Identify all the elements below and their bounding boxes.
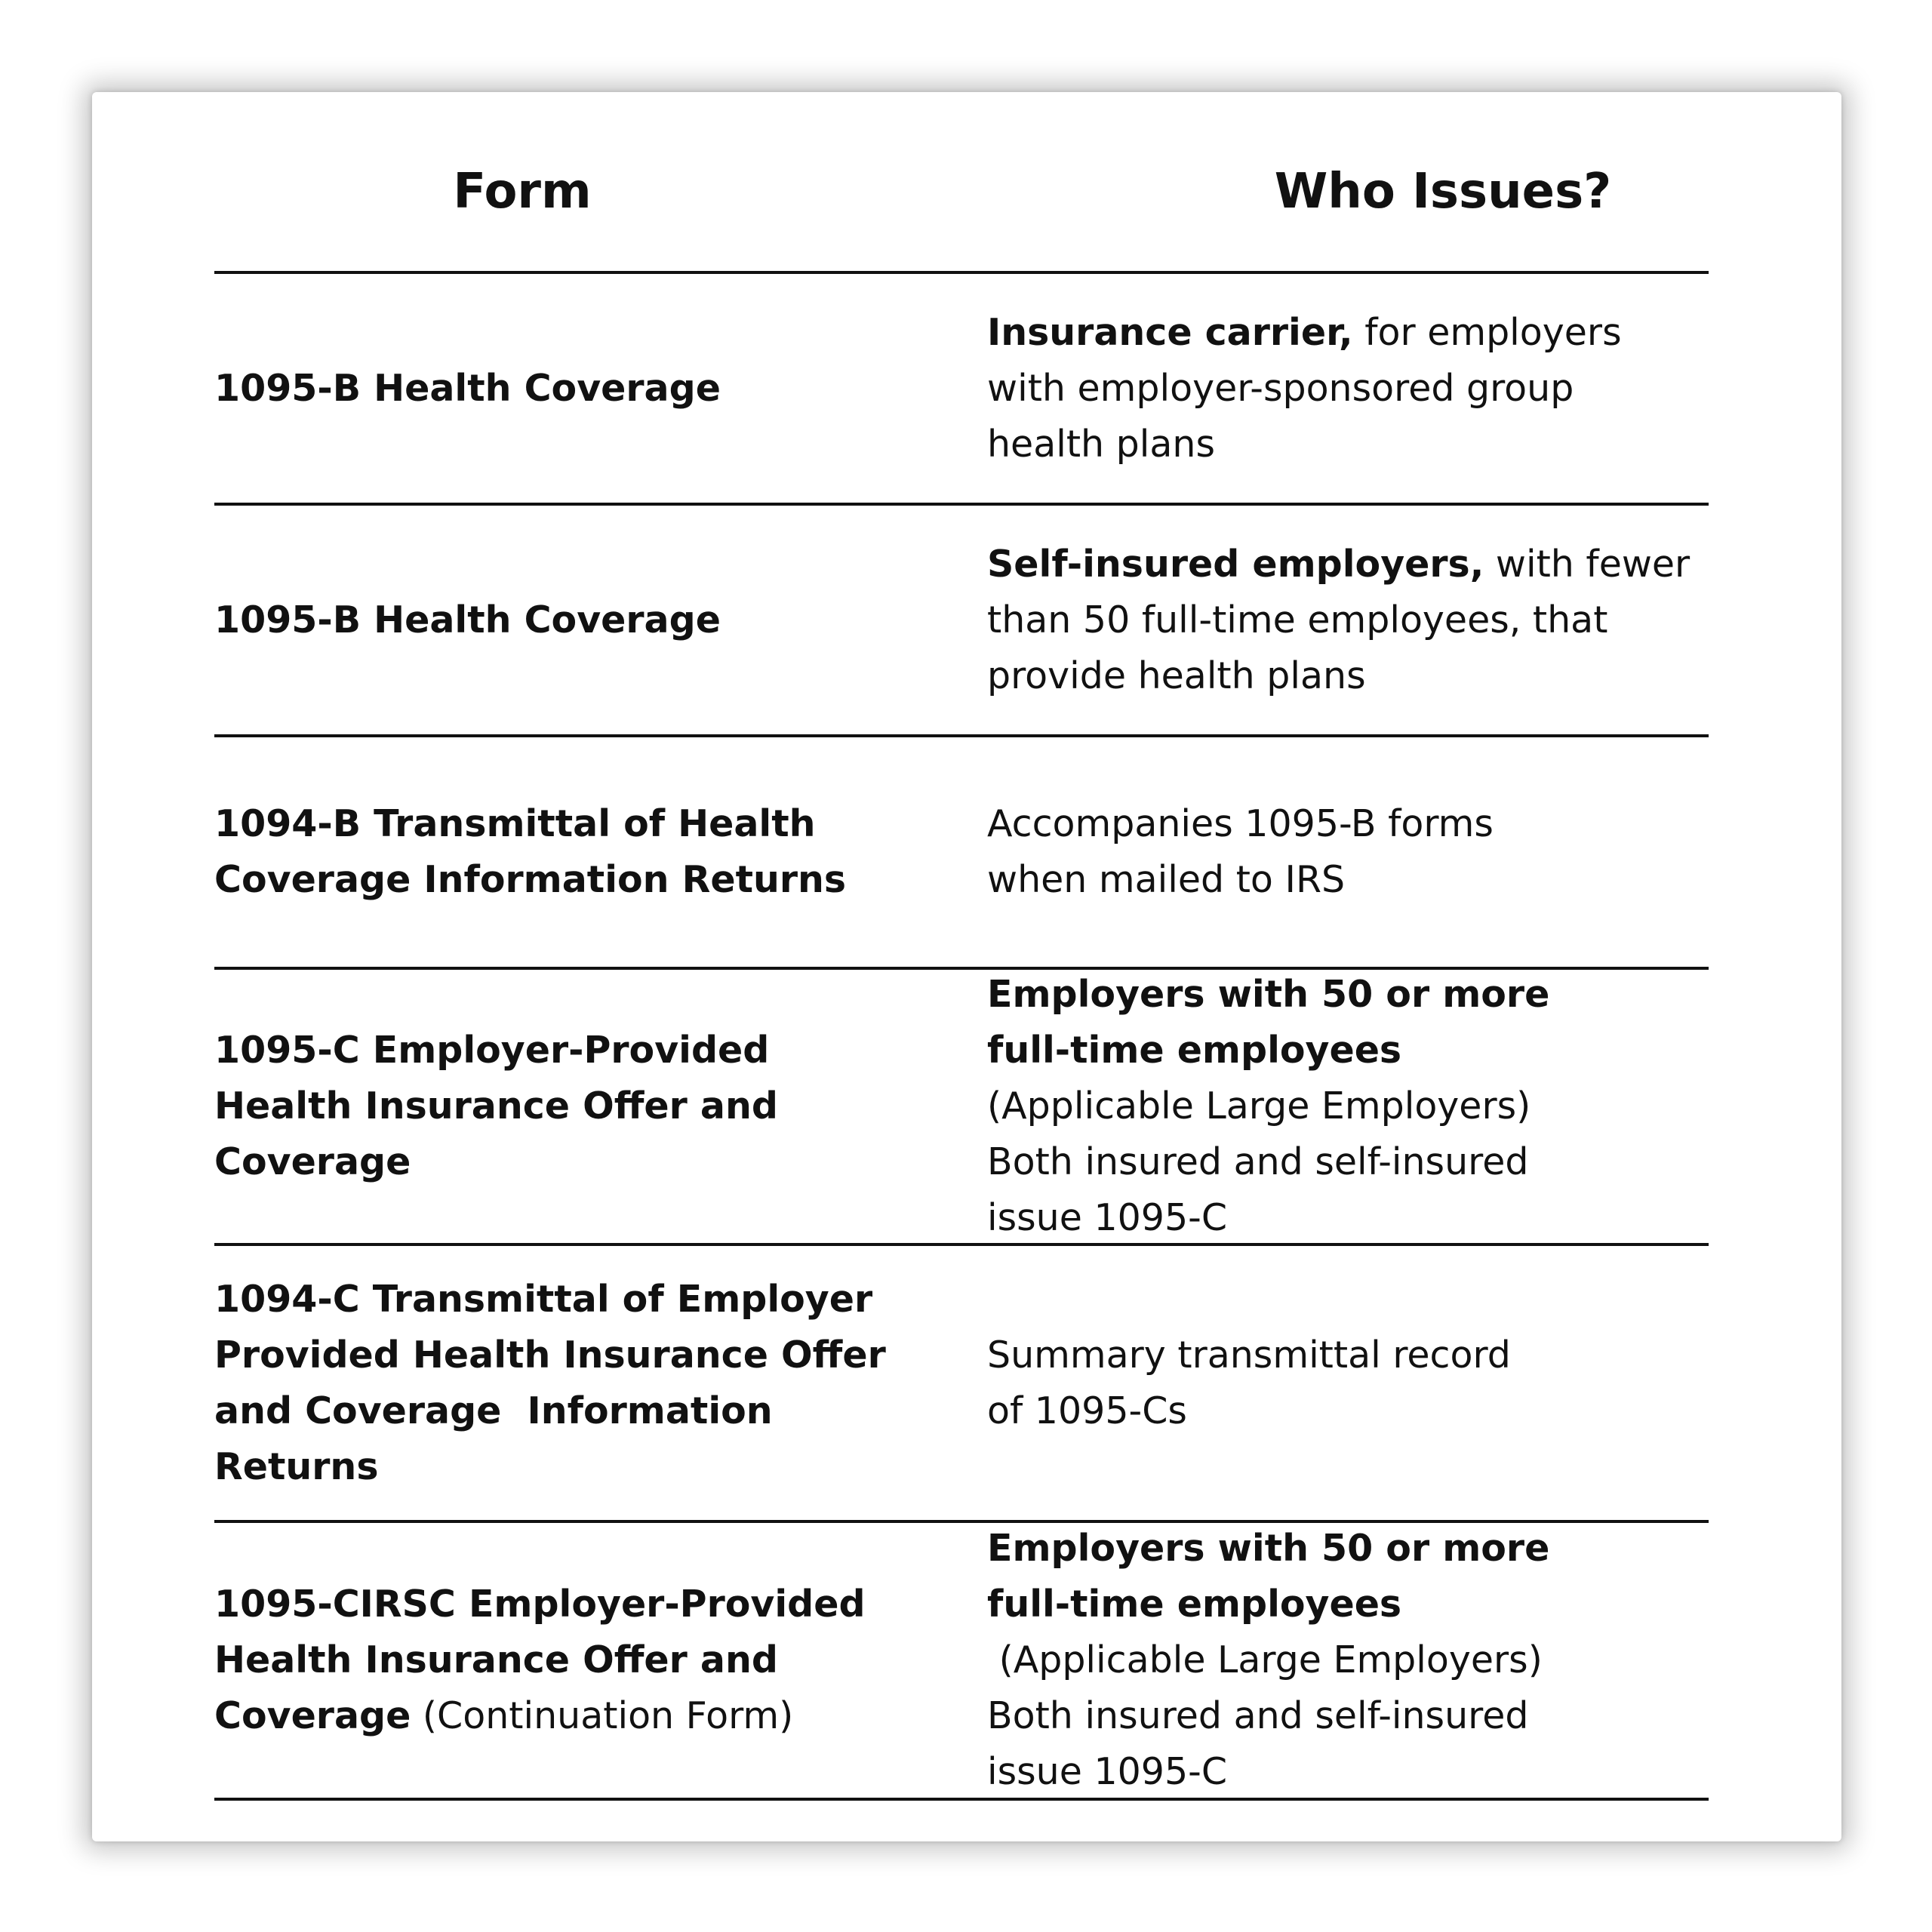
form-name: 1095-B Health Coverage	[214, 366, 721, 410]
form-name: Coverage	[214, 1140, 411, 1183]
issuer-name: Employers with 50 or more	[987, 1527, 1550, 1570]
issuer-name: full-time employees	[987, 1029, 1402, 1072]
form-name: Provided Health Insurance Offer	[214, 1333, 886, 1377]
table-row	[214, 506, 1709, 734]
issuer-detail: with employer-sponsored group	[987, 366, 1574, 410]
issuer-detail: with fewer	[1484, 542, 1690, 586]
issuer-detail: (Applicable Large Employers)	[987, 1084, 1531, 1128]
issuer-name: Employers with 50 or more	[987, 973, 1550, 1016]
who-issues-cell	[987, 737, 1712, 967]
form-name: Returns	[214, 1444, 379, 1488]
issuer-detail: Both insured and self-insured	[987, 1694, 1529, 1737]
issuer-detail: issue 1095-C	[987, 1750, 1228, 1793]
table-row	[214, 274, 1709, 503]
issuer-detail: than 50 full-time employees, that	[987, 598, 1608, 641]
form-cell	[214, 274, 939, 503]
issuer-detail: Both insured and self-insured	[987, 1140, 1529, 1183]
table-row	[214, 970, 1709, 1243]
form-name: Health Insurance Offer and	[214, 1084, 778, 1128]
table-row	[214, 737, 1709, 967]
form-name: 1095-C Employer-Provided	[214, 1029, 770, 1072]
issuer-name: full-time employees	[987, 1583, 1402, 1626]
form-name: Coverage	[214, 1694, 411, 1737]
form-name: Health Insurance Offer and	[214, 1638, 778, 1681]
form-cell	[214, 970, 939, 1243]
form-name: Coverage Information Returns	[214, 858, 847, 901]
issuer-detail: Summary transmittal record	[987, 1333, 1511, 1377]
form-cell	[214, 1523, 939, 1798]
form-cell	[214, 737, 939, 967]
forms-table-card	[92, 92, 1841, 1841]
issuer-name: Self-insured employers,	[987, 542, 1484, 586]
issuer-detail: health plans	[987, 422, 1216, 466]
form-cell	[214, 506, 939, 734]
issuer-name: Insurance carrier,	[987, 310, 1353, 354]
form-cell	[214, 1246, 939, 1520]
who-issues-cell	[987, 506, 1712, 734]
form-name: 1095-B Health Coverage	[214, 598, 721, 641]
issuer-detail: provide health plans	[987, 654, 1366, 697]
column-header-who-issues: Who Issues?	[1274, 164, 1612, 220]
who-issues-cell	[987, 1523, 1712, 1798]
issuer-detail: issue 1095-C	[987, 1196, 1228, 1239]
form-name: and Coverage Information	[214, 1389, 773, 1432]
table-row	[214, 1246, 1709, 1520]
form-name: 1094-B Transmittal of Health	[214, 802, 816, 845]
who-issues-cell	[987, 1246, 1712, 1520]
issuer-detail: Accompanies 1095-B forms	[987, 802, 1494, 845]
issuer-detail: of 1095-Cs	[987, 1389, 1187, 1432]
divider	[214, 1798, 1709, 1801]
issuer-detail: for employers	[1352, 310, 1622, 354]
issuer-detail: (Applicable Large Employers)	[987, 1638, 1543, 1681]
form-note: (Continuation Form)	[411, 1694, 794, 1737]
issuer-detail: when mailed to IRS	[987, 858, 1346, 901]
table-row	[214, 1523, 1709, 1798]
who-issues-cell	[987, 274, 1712, 503]
who-issues-cell	[987, 970, 1712, 1243]
form-name: 1094-C Transmittal of Employer	[214, 1277, 873, 1321]
column-header-form: Form	[453, 164, 592, 220]
form-name: 1095-CIRSC Employer-Provided	[214, 1583, 866, 1626]
